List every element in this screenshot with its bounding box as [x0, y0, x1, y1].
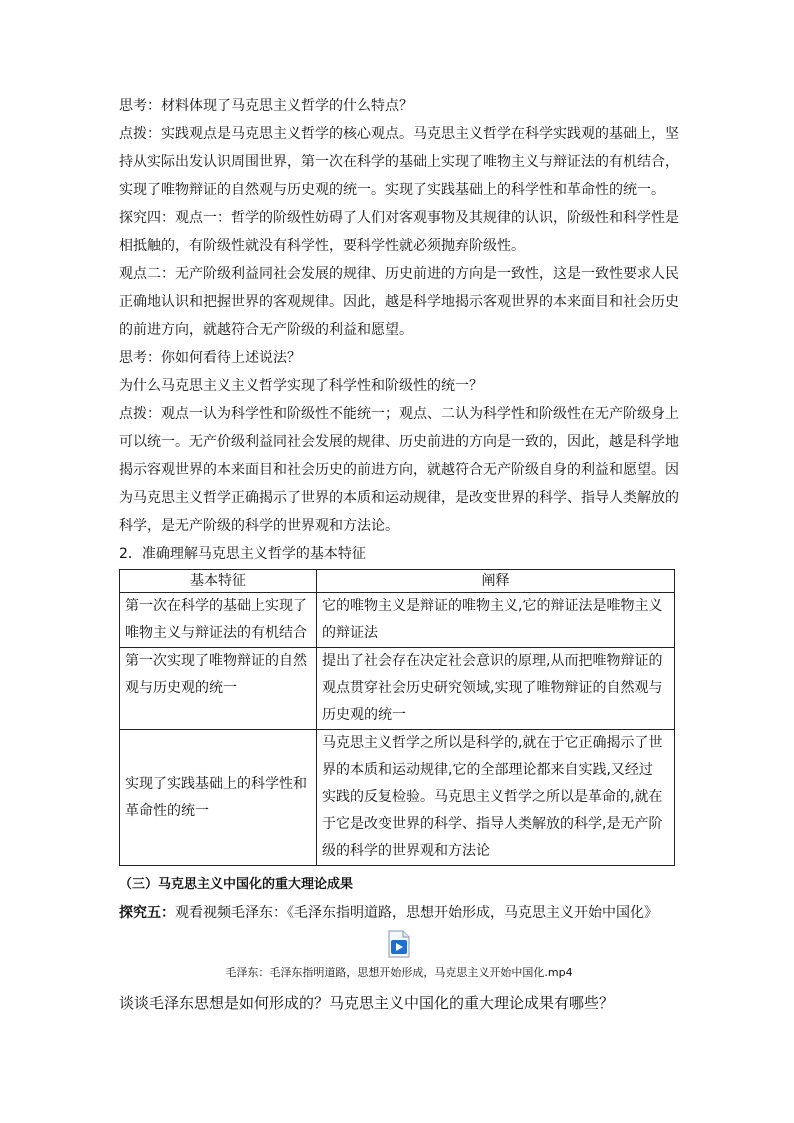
cell-line: 它的唯物主义是辩证的唯物主义,它的辩证法是唯物主义	[322, 598, 663, 614]
feature-cell	[120, 648, 317, 730]
paragraph-line: 为什么马克思主义主义哲学实现了科学性和阶级性的统一？	[119, 378, 483, 394]
video-file-icon[interactable]	[388, 930, 410, 958]
paragraph-line: 点拨：实践观点是马克思主义哲学的核心观点。马克思主义哲学在科学实践观的基础上，坚	[119, 126, 679, 142]
table-row	[120, 648, 675, 730]
explanation-cell	[317, 648, 675, 730]
table-header-row	[120, 570, 675, 593]
paragraph-line: 揭示容观世界的本来面目和社会历史的前进方向，就越符合无产阶级自身的利益和愿望。因	[119, 462, 679, 478]
paragraph-line: 可以统一。无产价级利益同社会发展的规律、历史前进的方向是一致的，因此，越是科学地	[119, 434, 679, 450]
cell-line: 观点贯穿社会历史研究领域,实现了唯物辩证的自然观与	[322, 680, 663, 696]
final-question: 谈谈毛泽东思想是如何形成的？马克思主义中国化的重大理论成果有哪些？	[119, 994, 615, 1012]
paragraph-line: 点拨：观点一认为科学性和阶级性不能统一；观点、二认为科学性和阶级性在无产阶级身上	[119, 406, 679, 422]
table-heading: 2．准确理解马克思主义哲学的基本特征	[119, 546, 366, 562]
cell-line: 第一次实现了唯物辩证的自然	[125, 653, 307, 669]
paragraph-line: 为马克思主义哲学正确揭示了世界的本质和运动规律，是改变世界的科学、指导人类解放的	[119, 490, 679, 506]
paragraph-line: 持从实际出发认识周围世界，第一次在科学的基础上实现了唯物主义与辩证法的有机结合，	[119, 154, 679, 170]
table-row	[120, 593, 675, 648]
cell-line: 的辩证法	[322, 625, 378, 641]
cell-line: 于它是改变世界的科学、指导人类解放的科学,是无产阶	[322, 816, 663, 832]
section-title: （三）马克思主义中国化的重大理论成果	[119, 877, 354, 892]
attachment-filename[interactable]: 毛泽东：毛泽东指明道路，思想开始形成，马克思主义开始中国化.mp4	[225, 966, 573, 979]
cell-line: 观与历史观的统一	[125, 680, 237, 696]
explanation-cell	[317, 593, 675, 648]
cell-line: 级的科学的世界观和方法论	[322, 843, 490, 859]
cell-line: 第一次在科学的基础上实现了	[125, 598, 307, 614]
table-header-explanation: 阐释	[317, 570, 675, 593]
cell-line: 实践的反复检验。马克思主义哲学之所以是革命的,就在	[322, 789, 663, 805]
explore-five-label: 探究五：	[119, 905, 175, 921]
paragraph-line: 科学，是无产阶级的科学的世界观和方法论。	[119, 518, 399, 534]
cell-line: 革命性的统一	[125, 802, 209, 819]
cell-line: 实现了实践基础上的科学性和	[125, 775, 307, 792]
explore-five-text: 观看视频毛泽东：《毛泽东指明道路，思想开始形成，马克思主义开始中国化》	[175, 905, 658, 921]
table-header-feature: 基本特征	[120, 570, 317, 593]
feature-cell	[120, 593, 317, 648]
feature-cell	[120, 730, 317, 866]
explore-five	[119, 900, 679, 926]
cell-line: 唯物主义与辩证法的有机结合	[125, 625, 307, 641]
document-body	[119, 92, 679, 1018]
cell-line: 历史观的统一	[322, 707, 406, 723]
explanation-cell	[317, 730, 675, 866]
video-attachment[interactable]	[119, 930, 679, 982]
features-table	[119, 569, 675, 866]
paragraph-line: 探究四：观点一：哲学的阶级性妨碍了人们对客观事物及其规律的认识，阶级性和科学性是	[119, 210, 679, 226]
paragraph-line: 实现了唯物辩证的自然观与历史观的统一。实现了实践基础上的科学性和革命性的统一。	[119, 182, 665, 198]
paragraph-line: 思考：你如何看待上述说法？	[119, 350, 301, 366]
paragraph-line: 正确地认识和把握世界的客观规律。因此，越是科学地揭示客观世界的本来面目和社会历史	[119, 294, 679, 310]
cell-line: 界的本质和运动规律,它的全部理论都来自实践,又经过	[322, 762, 653, 778]
cell-line: 马克思主义哲学之所以是科学的,就在于它正确揭示了世	[322, 735, 663, 751]
cell-line: 提出了社会存在决定社会意识的原理,从而把唯物辩证的	[322, 653, 663, 669]
paragraph-line: 观点二：无产阶级利益同社会发展的规律、历史前进的方向是一致性，这是一致性要求人民	[119, 266, 679, 282]
paragraph-line: 思考：材料体现了马克思主义哲学的什么特点？	[119, 98, 413, 114]
table-row	[120, 730, 675, 866]
paragraph-line: 的前进方向，就越符合无产阶级的利益和愿望。	[119, 322, 413, 338]
paragraph-line: 相抵触的，有阶级性就没有科学性，要科学性就必须抛弃阶级性。	[119, 238, 525, 254]
